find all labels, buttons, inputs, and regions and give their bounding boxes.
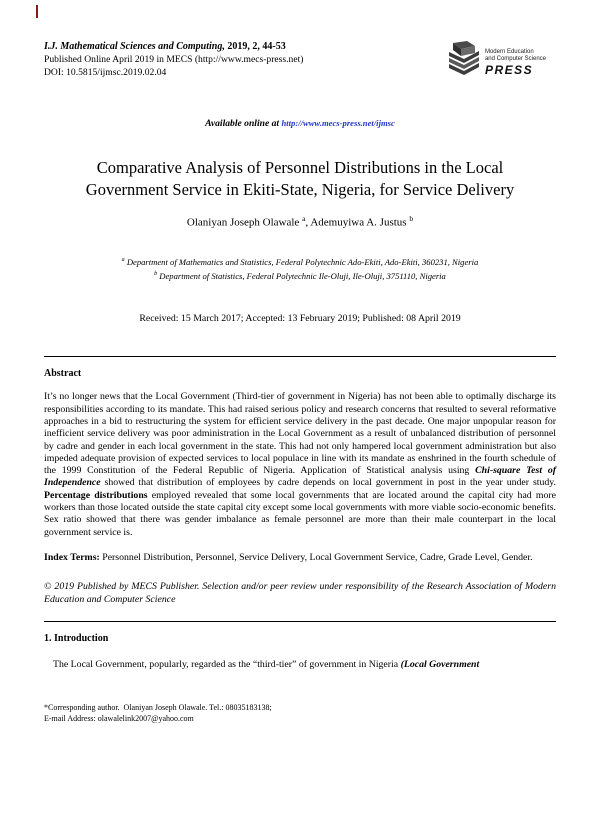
index-terms-list: Personnel Distribution, Personnel, Service Delivery, Local Government Service, Cadre, Grade Level, Gender.	[99, 551, 533, 563]
journal-header	[44, 40, 556, 80]
author-1-affiliation-mark: a	[302, 214, 306, 223]
print-crop-mark	[36, 5, 38, 18]
introduction-text	[44, 659, 556, 671]
journal-title: I.J. Mathematical Sciences and Computing,	[44, 41, 225, 52]
journal-citation-line	[44, 40, 303, 53]
journal-issue: 2019, 2, 44-53	[224, 41, 286, 52]
index-terms	[44, 552, 556, 564]
published-online-line: Published Online April 2019 in MECS (http://www.mecs-press.net)	[44, 54, 304, 65]
abstract-chi-square-emphasis: Chi-square Test of Independence	[44, 465, 557, 489]
introduction-heading: 1. Introduction	[44, 632, 109, 644]
footnote-line1: *Corresponding author. Olaniyan Joseph Olawale. Tel.: 08035183138;	[44, 703, 272, 712]
footnote-line2: E-mail Address: olawalelink2007@yahoo.com	[44, 714, 194, 723]
abstract-part-3: employed revealed that some local governments that are located around the capital city had more workers than those located outside the state capital city except some local governments with more viable socio-economic benefits. Sex ratio showed that there was gender imbalance as female personnel are more than their male counterpart in the local government service is.	[44, 489, 556, 538]
abstract-heading: Abstract	[44, 368, 82, 380]
logo-text	[485, 40, 546, 77]
abstract-part-1: It’s no longer news that the Local Government (Third-tier of government in Nigeria) has not been able to optimally discharge its responsibilities according to its mandate. This had raised serious policy and research concerns that resulted to several reformative approaches in a bid to restructuring the system for efficient service delivery in the past decade. One major unpopular reason for inefficient service delivery was poor administration in the Local Government as a result of unbalanced distribution of personnel by cadre and gender in each local government in the state. This had not only hampered local government administration but also impeded adequate provision of expected services to local populace in line with its mandate as enshrined in the fourth schedule of the 1999 Constitution of the Federal Republic of Nigeria. Application of Statistical analysis using	[44, 391, 556, 477]
affiliation-a-text: Department of Mathematics and Statistics, Federal Polytechnic Ado-Ekiti, Ado-Ekiti, 360231, Nigeria	[124, 256, 479, 267]
available-online-prefix: Available online at	[205, 118, 282, 129]
paper-title: Comparative Analysis of Personnel Distributions in the Local Government Service in Ekiti-State, Nigeria, for Service Delivery	[85, 158, 515, 199]
available-online-line	[44, 118, 556, 129]
logo-text-line2: and Computer Science	[484, 55, 546, 62]
corresponding-author-footnote	[44, 702, 272, 724]
affiliation-b	[44, 268, 556, 282]
author-2: Ademuyiwa A. Justus	[310, 216, 410, 229]
affiliations	[44, 254, 556, 282]
copyright-notice: © 2019 Published by MECS Publisher. Selection and/or peer review under responsibility of the Research Association of Modern Education and Computer Science	[44, 581, 556, 605]
journal-header-text	[44, 40, 303, 79]
index-terms-label: Index Terms:	[44, 551, 100, 563]
abstract-text	[44, 391, 556, 539]
abstract-part-2: showed that distribution of employees by cadre depends on local government in post in the year under study.	[100, 477, 556, 489]
author-1: Olaniyan Joseph Olawale	[186, 216, 303, 229]
introduction-emphasis: (Local Government	[400, 658, 480, 670]
introduction-part-1: The Local Government, popularly, regarded as the “third-tier” of government in Nigeria	[53, 658, 401, 670]
affiliation-b-mark: b	[154, 270, 158, 277]
logo-text-line1: Modern Education	[484, 49, 534, 55]
abstract-percentage-emphasis: Percentage distributions	[44, 489, 148, 501]
affiliation-a-mark: a	[121, 256, 125, 263]
available-online-url[interactable]: http://www.mecs-press.net/ijmsc	[281, 118, 395, 128]
received-accepted-published-line: Received: 15 March 2017; Accepted: 13 February 2019; Published: 08 April 2019	[139, 313, 461, 325]
authors-line	[44, 214, 556, 229]
abstract-divider	[44, 356, 556, 357]
logo-press-label: PRESS	[484, 63, 534, 77]
doi-line: DOI: 10.5815/ijmsc.2019.02.04	[44, 67, 167, 78]
affiliation-b-text: Department of Statistics, Federal Polytechnic Ile-Oluji, Ile-Oluji, 3751110, Nigeria	[157, 270, 446, 281]
introduction-divider	[44, 621, 556, 622]
book-stack-icon	[447, 40, 481, 80]
authors-separator: ,	[305, 216, 311, 229]
affiliation-a	[44, 254, 556, 268]
author-2-affiliation-mark: b	[409, 214, 414, 223]
mecs-press-logo	[447, 40, 546, 80]
